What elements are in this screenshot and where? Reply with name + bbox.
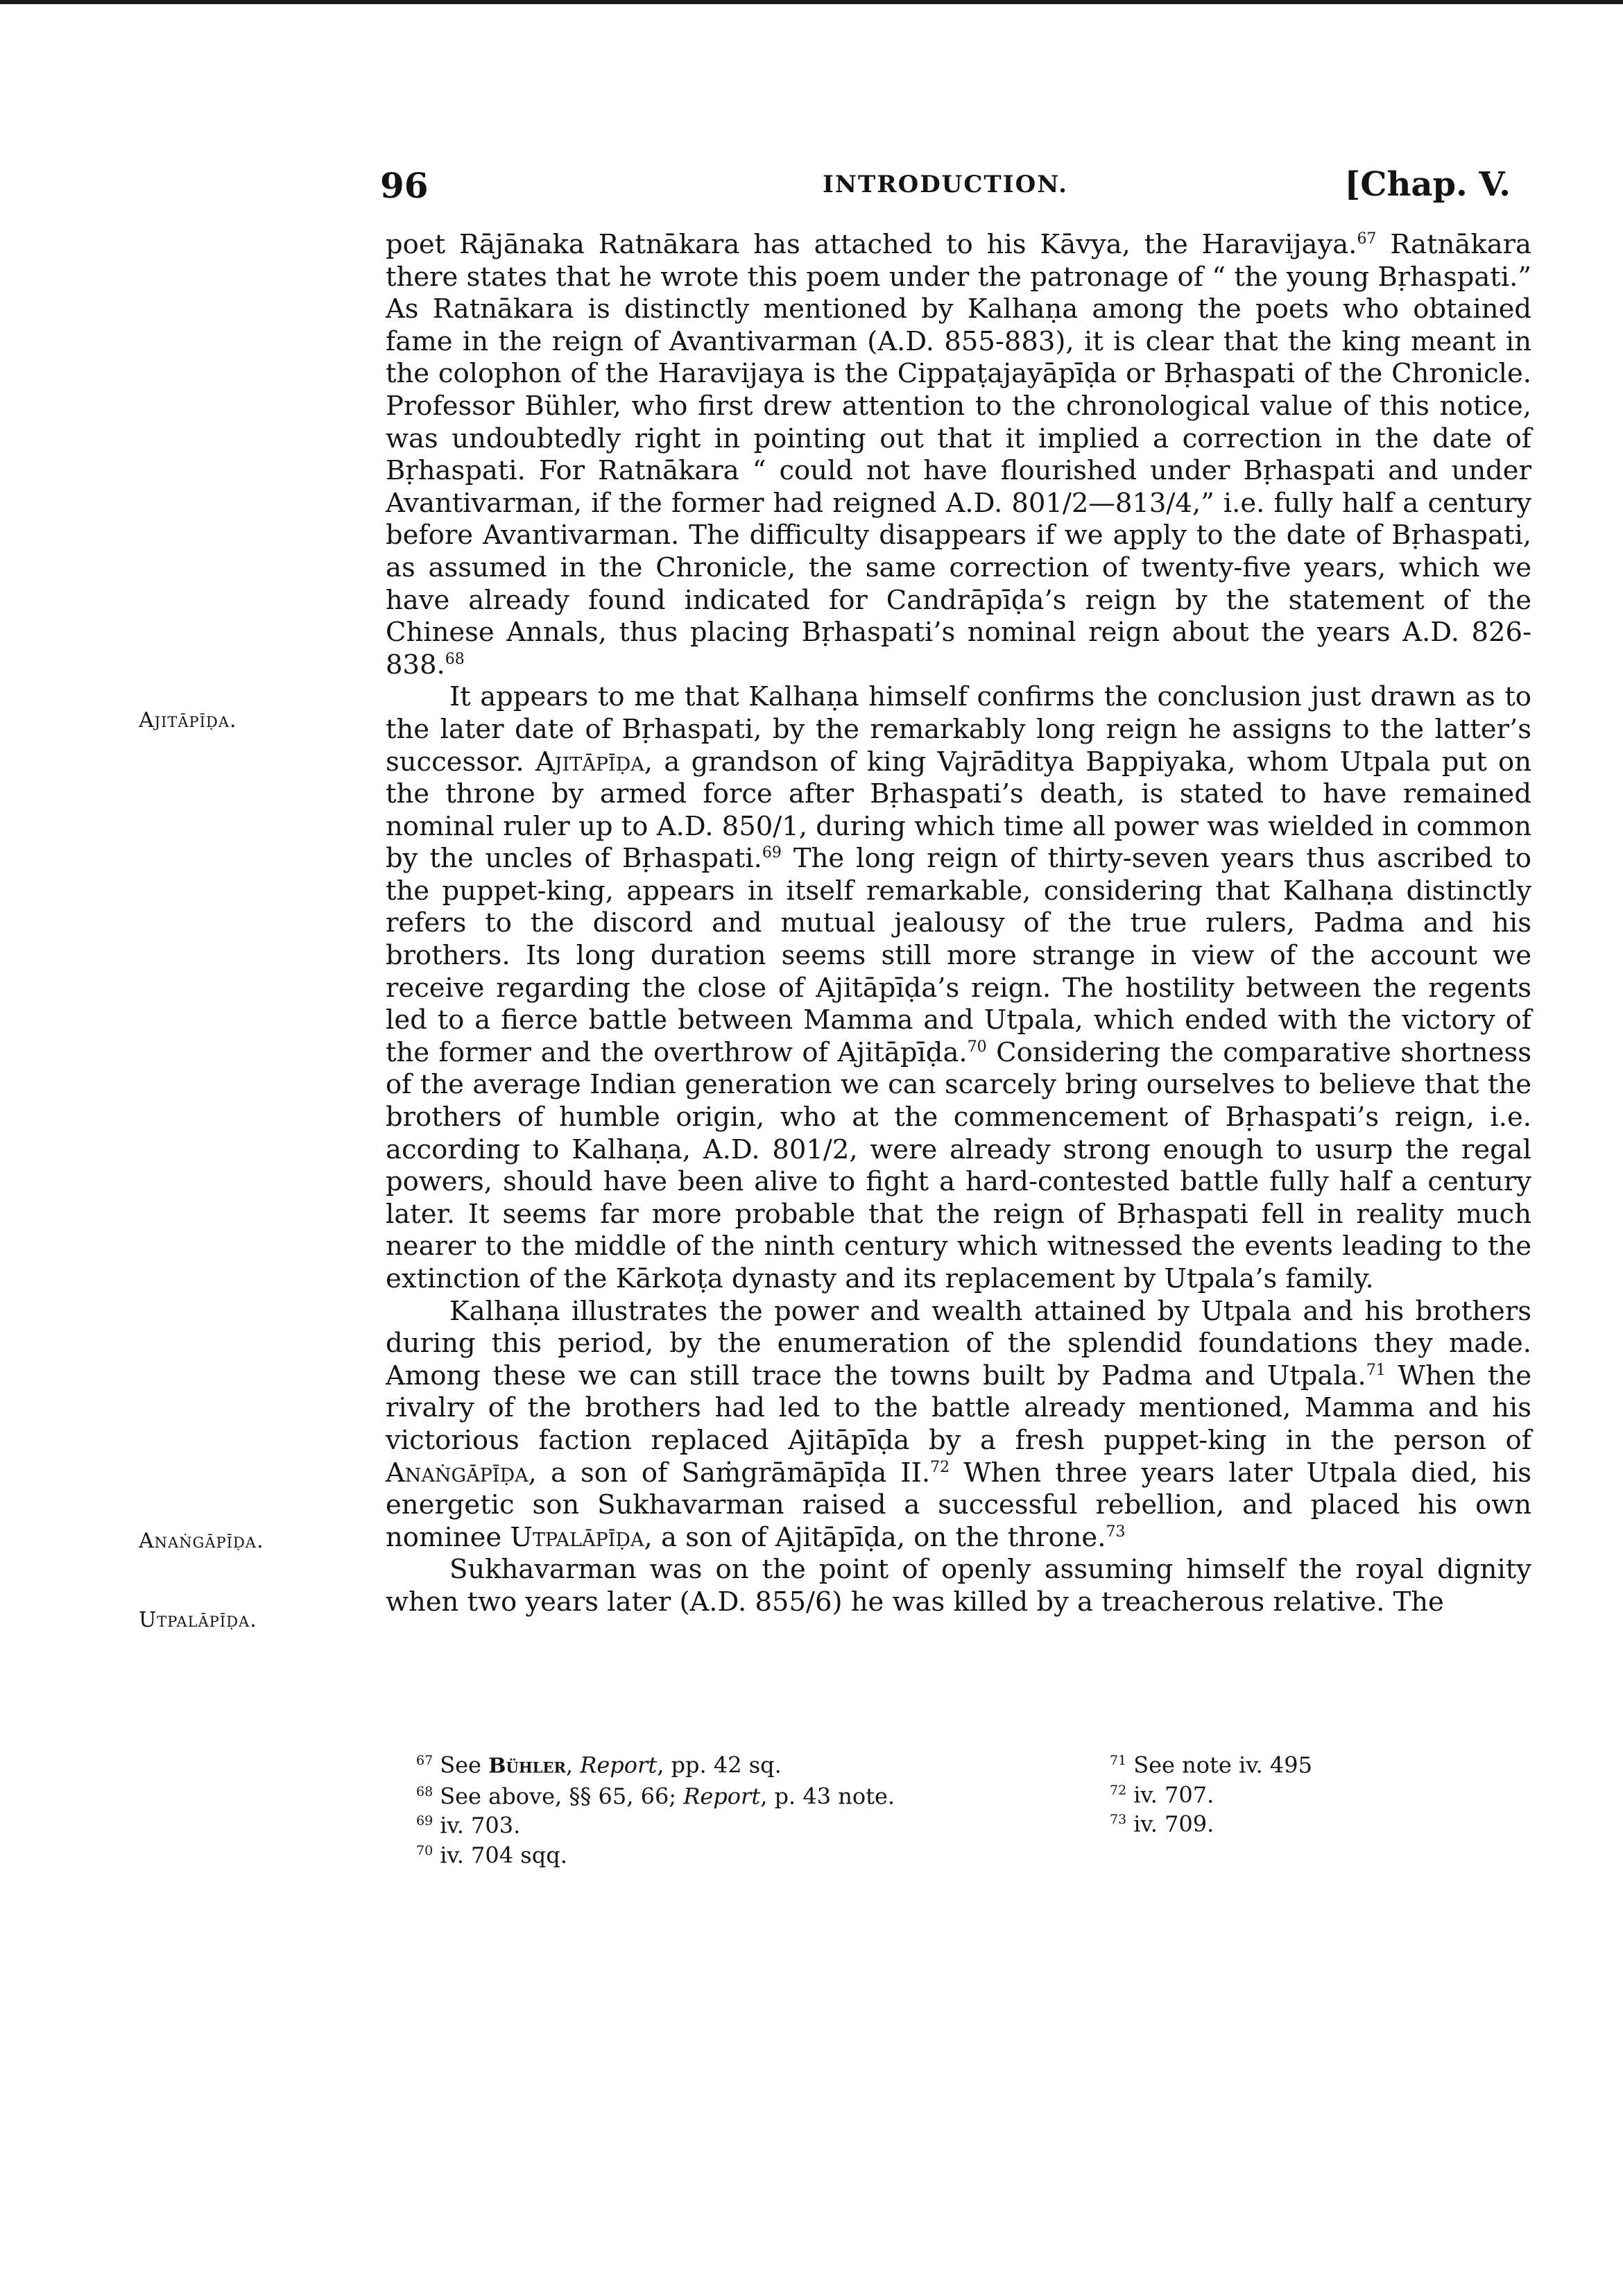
footnote-67 [416, 1748, 1096, 1779]
text-run: 801/2—813/4,” i.e. fully half a century before Avantivarman. The difficulty disappears if we apply to the date of Bṛhaspati, as assumed in the Chronicle, the same correction of twenty-five years, which we have already found indicated for Candrāpīḍa’s reign by the statement of the Chinese Annals, thus placing Bṛhaspati’s nominal reign about the years [386, 487, 1532, 649]
footnote-text: , [565, 1751, 581, 1779]
footnote-text: See above, §§ 65, 66; [440, 1783, 684, 1810]
king-name: Utpalāpīḍa [510, 1521, 644, 1553]
margin-note-utpalapida: Utpalāpīḍa. [139, 1608, 257, 1632]
margin-note-ajitapida: Ajitāpīḍa. [139, 708, 237, 733]
text-run: Sukhavarman was on the point of openly assuming himself the royal dignity when two years later ( [386, 1554, 1531, 1618]
footnote-text: iv. 707. [1133, 1781, 1214, 1808]
era-abbrev: A.D. [877, 325, 935, 357]
text-run: Ratnākara there states that he wrote this poem under the patronage of “ the young Bṛhaspati.” As Ratnākara is distinctly mentioned by Kalhaṇa among the poets who obtained fame in the reign of Avantivarman ( [386, 229, 1531, 357]
footnote-number: 67 [416, 1753, 433, 1768]
running-title: INTRODUCTION. [823, 171, 1068, 198]
footnote-text: , pp. 42 sq. [657, 1751, 782, 1779]
footnote-title: Report [683, 1783, 761, 1810]
text-run: poet Rājānaka Ratnākara has attached to his Kāvya, the Haravijaya. [386, 229, 1357, 260]
footnote-text: iv. 709. [1133, 1810, 1214, 1837]
king-name: Ajitāpīḍa [535, 746, 644, 778]
era-abbrev: A.D. [703, 1133, 760, 1165]
footnote-73 [1110, 1807, 1498, 1837]
paragraph-3 [386, 1296, 1531, 1554]
footnote-ref: 69 [762, 844, 782, 862]
footnote-number: 71 [1110, 1753, 1127, 1768]
footnote-70 [416, 1838, 1096, 1868]
king-name: Anaṅgāpīḍa [386, 1457, 529, 1489]
footnote-69 [416, 1808, 1096, 1838]
body-text [386, 229, 1531, 1619]
text-run: Considering the comparative shortness of the average Indian generation we can scarcely bring ourselves to believe that the brothers of humble origin, who at the commencement of Bṛhaspati’s reign, i.e. according to Kalhaṇa, [386, 1036, 1531, 1165]
footnote-text: iv. 704 sqq. [440, 1842, 567, 1869]
era-abbrev: A.D. [1402, 617, 1459, 649]
text-run: When the rivalry of the brothers had led to the battle already mentioned, Mamma and his victorious faction replaced Ajitāpīḍa by a fresh puppet-king in the person of [386, 1360, 1531, 1456]
paragraph-1 [386, 229, 1531, 681]
footnote-author: Bühler [488, 1754, 566, 1779]
text-run: , a son of Ajitāpīḍa, on the throne. [644, 1521, 1106, 1553]
footnote-text: iv. 703. [440, 1812, 521, 1839]
footnote-number: 73 [1110, 1812, 1127, 1828]
footnote-71 [1110, 1748, 1498, 1778]
paragraph-2 [386, 681, 1531, 1295]
footnote-ref: 67 [1357, 230, 1377, 248]
footnote-number: 72 [1110, 1782, 1127, 1798]
text-run: 855-883), it is clear that the king meant in the colophon of the Haravijaya is the Cippaṭajayāpīḍa or Bṛhaspati of the Chronicle. Professor Bühler, who first drew attention to the chronological value of this notice, was undoubtedly right in pointing out that it implied a correction in the date of Bṛhaspati. For Ratnākara “ could not have flourished under Bṛhaspati and under Avantivarman, if the former had reigned [386, 325, 1531, 519]
margin-note-anangapida: Anaṅgāpīḍa. [139, 1529, 264, 1553]
chapter-label: [Chap. V. [1344, 165, 1511, 204]
footnotes-left-column [416, 1748, 1096, 1868]
footnote-text: , p. 43 note. [760, 1783, 895, 1810]
text-run: The long reign of thirty-seven years thus ascribed to the puppet-king, appears in itself remarkable, considering that Kalhaṇa distinctly refers to the discord and mutual jealousy of the true rulers, Padma and his brothers. Its long duration seems still more strange in view of the account we receive regarding the close of Ajitāpīḍa’s reign. The hostility between the regents led to a fierce battle between Mamma and Utpala, which ended with the victory of the former and the overthrow of Ajitāpīḍa. [386, 843, 1531, 1068]
page-number: 96 [380, 165, 429, 206]
footnote-text: See note iv. 495 [1133, 1751, 1312, 1779]
era-abbrev: A.D. [945, 487, 1003, 519]
text-run: Kalhaṇa illustrates the power and wealth attained by Utpala and his brothers during this period, by the enumeration of the splendid foundations they made. Among these we can still trace the towns built by Padma and Utpala. [386, 1295, 1531, 1391]
footnote-ref: 71 [1366, 1361, 1386, 1379]
footnotes-right-column [1110, 1748, 1498, 1837]
footnote-72 [1110, 1778, 1498, 1808]
footnote-ref: 68 [445, 650, 465, 668]
text-run: , a grandson of king Vajrāditya Bappiyaka, whom Utpala put on the throne by armed force after Bṛhaspati’s death, is stated to have remained nominal ruler up to [386, 746, 1532, 842]
footnote-number: 69 [416, 1813, 433, 1829]
text-run: It appears to me that Kalhaṇa himself confirms the conclusion just drawn as to the later date of Bṛhaspati, by the remarkably long reign he assigns to the latter’s successor. [386, 681, 1531, 778]
text-run: 850/1, during which time all power was wielded in common by the uncles of Bṛhaspati. [386, 810, 1531, 875]
footnote-ref: 72 [930, 1458, 950, 1476]
footnote-ref: 73 [1106, 1523, 1126, 1541]
footnote-ref: 70 [967, 1038, 987, 1056]
era-abbrev: A.D. [656, 810, 714, 842]
era-abbrev: A.D. [689, 1586, 747, 1618]
text-run: 826-838. [386, 617, 1531, 680]
page-header [380, 165, 1511, 214]
paragraph-4 [386, 1554, 1531, 1618]
footnote-68 [416, 1779, 1096, 1809]
footnote-title: Report [580, 1751, 658, 1779]
text-run: 801/2, were already strong enough to usurp the regal powers, should have been alive to fight a hard-contested battle fully half a century later. It seems far more probable that the reign of Bṛhaspati fell in reality much nearer to the middle of the ninth century which witnessed the events leading to the extinction of the Kārkoṭa dynasty and its replacement by Utpala’s family. [386, 1133, 1531, 1294]
footnote-number: 68 [416, 1783, 433, 1799]
text-run: When three years later Utpala died, his energetic son Sukhavarman raised a successful rebellion, and placed his own nominee [386, 1457, 1531, 1553]
text-run: , a son of Saṁgrāmāpīḍa II. [528, 1457, 931, 1489]
top-edge-rule [0, 0, 1623, 4]
footnote-number: 70 [416, 1842, 433, 1858]
footnote-text: See [440, 1751, 489, 1779]
text-run: 855/6) he was killed by a treacherous relative. The [746, 1586, 1444, 1618]
